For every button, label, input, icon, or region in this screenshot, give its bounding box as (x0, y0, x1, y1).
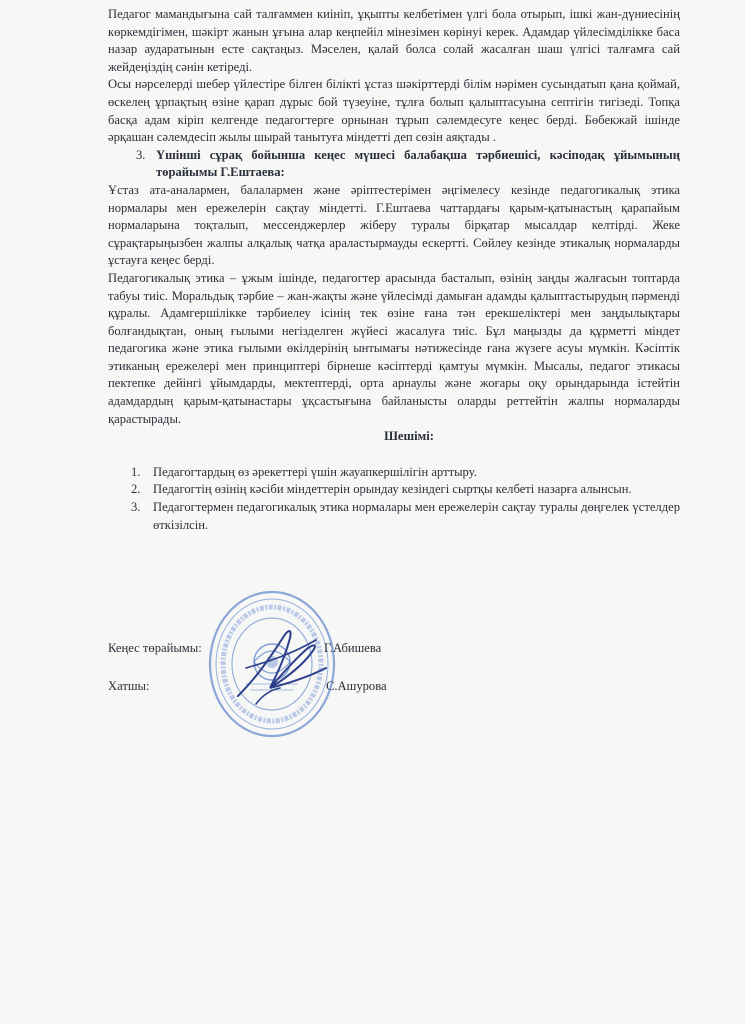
decision-text: Педагогтің өзінің кәсіби міндеттерін орындау кезіндегі сыртқы келбеті назарға алынсын. (153, 482, 632, 497)
secretary-label: Хатшы: (108, 679, 150, 693)
paragraph: Педагог мамандығына сай талғаммен киініп, ұқыпты келбетімен үлгі бола отырып, ішкі жан-дүниесінің көркемдігімен, шәкірт жанын ұғына алар кеңпейіл мінезімен көрінуі керек. Адамдар үйлесімділікке баса назар аударатынын есте сақтаңыз. Мәселен, қалай болса солай жасалған шаш үлгісі талғамға сай жейдеңіздің сәнін кетіреді. (108, 7, 680, 74)
question-3-heading (108, 147, 680, 182)
decision-number: 3. (131, 500, 141, 515)
decision-list (108, 464, 680, 534)
decision-item (108, 481, 680, 499)
paragraph: Ұстаз ата-аналармен, балалармен және әріптестерімен әңгімелесу кезінде педагогикалық этика нормалары мен ережелерін сақтау міндетті. Г.Ештаева чаттардағы қарым-қатынастың қарапайым нормаларына тоқталып, мессенджерлер жіберу туралы бірқатар мысалдар келтірді. Жеке сұрақтарыңызбен жалпы алқалық чатқа араластырмауды ескертті. Сөйлеу кезінде этикалық нормаларды ұстауға кеңес берді. (108, 182, 680, 268)
paragraph: Осы нәрселерді шебер үйлестіре білген білікті ұстаз шәкірттерді білім нәрімен сусындатып қана қоймай, өскелең ұрпақтың өзіне қарап дұрыс бой түзеуіне, тұлға болып қалыптасуына септігін тигізеді. Топқа басқа адам кіріп келгенде педагогтерге орнынан тұрып сәлемдесуге кеңес берді. Бөбекжай ішінде әрқашан сәлемдесіп жылы шырай танытуға міндетті деп сөзін аяқтады . (108, 77, 680, 145)
item-text: Үшінші сұрақ бойынша кеңес мүшесі балабақша тәрбиешісі, кәсіподақ ұйымының төрайымы Г.Ештаева: (156, 147, 680, 180)
decision-heading: Шешімі: (384, 429, 434, 444)
decision-text: Педагогтардың өз әрекеттері үшін жауапкершілігін арттыру. (153, 464, 477, 479)
document-body (108, 6, 680, 534)
decision-text: Педагогтермен педагогикалық этика нормалары мен ережелерін сақтау туралы дөңгелек үстелдер өткізілсін. (153, 500, 680, 532)
chair-name: Г.Абишева (324, 641, 382, 655)
decision-item (108, 464, 680, 482)
decision-number: 2. (131, 482, 141, 497)
decision-number: 1. (131, 464, 141, 479)
chair-label: Кеңес төрайымы: (108, 641, 202, 655)
item-number: 3. (136, 147, 146, 162)
chair-row (108, 640, 508, 660)
signature-block (108, 640, 508, 698)
paragraph: Педагогикалық этика – ұжым ішінде, педагогтер арасында басталып, өзінің заңды жалғасын топтарда табуы тиіс. Моральдық тәрбие – жан-жақты және үйлесімді дамыған адамды қалыптастырудың пәрменді құралы. Адамгершілікке тәрбиелеу ісінің тек өзіне ғана тән ерекшеліктері мен заңдылықтары болғандықтан, оның ғылыми негізделген жүйесі жасалуға тиіс. Бұл маңызды да құрметті міндет педагогика және этика ғылыми өкілдерінің ынтымағы нәтижесінде ғана жүзеге асуы мүмкін. Кәсіптік этиканың ережелері мен принциптері бірнеше кәсіптерді қамтуы мүмкін. Мысалы, педагог этикасы пектепке дейінгі ұйымдарды, мектептерді, орта арнаулы және жоғары оқу орындарында істейтін адамдардың қарым-қатынастары ұқсастығына байланысты оларды реттейтін жалпы нормаларды қарастырады. (108, 270, 680, 426)
secretary-row (108, 678, 508, 698)
decision-item (108, 499, 680, 534)
secretary-name: С.Ашурова (326, 679, 387, 693)
